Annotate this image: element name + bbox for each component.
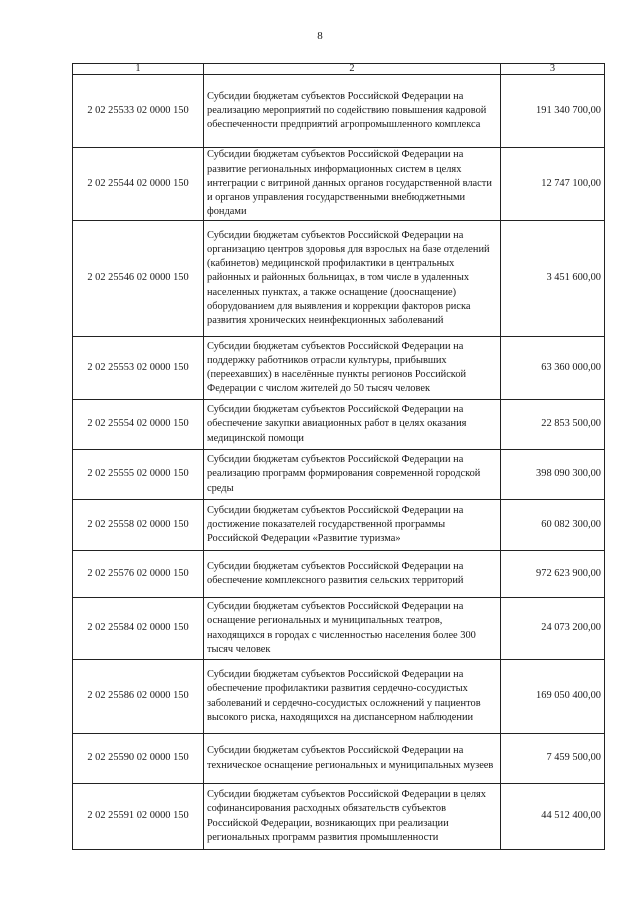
table-row <box>73 75 605 148</box>
subsidy-amount: 169 050 400,00 <box>501 660 605 734</box>
subsidy-description: Субсидии бюджетам субъектов Российской Федерации на реализацию программ формирования современной городской среды <box>204 450 501 500</box>
budget-code: 2 02 25553 02 0000 150 <box>73 337 204 400</box>
table-row <box>73 784 605 850</box>
table-row <box>73 500 605 551</box>
table-header-row <box>73 64 605 75</box>
subsidy-amount: 398 090 300,00 <box>501 450 605 500</box>
subsidy-amount: 60 082 300,00 <box>501 500 605 551</box>
subsidy-description: Субсидии бюджетам субъектов Российской Федерации на обеспечение комплексного развития сельских территорий <box>204 551 501 598</box>
subsidy-description: Субсидии бюджетам субъектов Российской Федерации на поддержку работников отрасли культуры, прибывших (переехавших) в населённые пункты регионов Российской Федерации с числом жителей до 50 тысяч человек <box>204 337 501 400</box>
budget-code: 2 02 25576 02 0000 150 <box>73 551 204 598</box>
budget-code: 2 02 25584 02 0000 150 <box>73 598 204 660</box>
subsidy-description: Субсидии бюджетам субъектов Российской Федерации на достижение показателей государственной программы Российской Федерации «Развитие туризма» <box>204 500 501 551</box>
subsidy-amount: 3 451 600,00 <box>501 221 605 337</box>
budget-code: 2 02 25533 02 0000 150 <box>73 75 204 148</box>
table-row <box>73 734 605 784</box>
subsidy-amount: 63 360 000,00 <box>501 337 605 400</box>
subsidy-description: Субсидии бюджетам субъектов Российской Федерации на оснащение региональных и муниципальных театров, находящихся в городах с численностью населения более 300 тысяч человек <box>204 598 501 660</box>
subsidy-description: Субсидии бюджетам субъектов Российской Федерации в целях софинансирования расходных обязательств субъектов Российской Федерации, возникающих при реализации региональных программ развития промышленности <box>204 784 501 850</box>
subsidy-description: Субсидии бюджетам субъектов Российской Федерации на развитие региональных информационных систем в целях интеграции с витриной данных органов государственной власти и органов управления государственными внебюджетными фондами <box>204 148 501 221</box>
budget-code: 2 02 25555 02 0000 150 <box>73 450 204 500</box>
budget-table <box>72 63 605 850</box>
table-row <box>73 598 605 660</box>
page-number: 8 <box>317 30 323 42</box>
column-header-code: 1 <box>73 64 204 75</box>
subsidy-amount: 22 853 500,00 <box>501 400 605 450</box>
subsidy-amount: 191 340 700,00 <box>501 75 605 148</box>
subsidy-amount: 12 747 100,00 <box>501 148 605 221</box>
subsidy-amount: 44 512 400,00 <box>501 784 605 850</box>
budget-code: 2 02 25590 02 0000 150 <box>73 734 204 784</box>
budget-code: 2 02 25586 02 0000 150 <box>73 660 204 734</box>
table-row <box>73 660 605 734</box>
subsidy-description: Субсидии бюджетам субъектов Российской Федерации на реализацию мероприятий по содействию повышения кадровой обеспеченности предприятий агропромышленного комплекса <box>204 75 501 148</box>
budget-code: 2 02 25558 02 0000 150 <box>73 500 204 551</box>
subsidy-amount: 972 623 900,00 <box>501 551 605 598</box>
table-row <box>73 450 605 500</box>
subsidy-amount: 24 073 200,00 <box>501 598 605 660</box>
subsidy-description: Субсидии бюджетам субъектов Российской Федерации на техническое оснащение региональных и муниципальных музеев <box>204 734 501 784</box>
column-header-amount: 3 <box>501 64 605 75</box>
table-row <box>73 148 605 221</box>
subsidy-description: Субсидии бюджетам субъектов Российской Федерации на обеспечение закупки авиационных работ в целях оказания медицинской помощи <box>204 400 501 450</box>
table-row <box>73 337 605 400</box>
budget-code: 2 02 25544 02 0000 150 <box>73 148 204 221</box>
subsidy-amount: 7 459 500,00 <box>501 734 605 784</box>
column-header-description: 2 <box>204 64 501 75</box>
subsidy-description: Субсидии бюджетам субъектов Российской Федерации на обеспечение профилактики развития сердечно-сосудистых заболеваний и сердечно-сосудистых осложнений у пациентов высокого риска, находящихся на диспансерном наблюдении <box>204 660 501 734</box>
table-row <box>73 551 605 598</box>
table-row <box>73 400 605 450</box>
budget-code: 2 02 25546 02 0000 150 <box>73 221 204 337</box>
subsidy-description: Субсидии бюджетам субъектов Российской Федерации на организацию центров здоровья для взрослых на базе отделений (кабинетов) медицинской профилактики в центральных районных и районных больницах, в том числе в удаленных населенных пунктах, а также оснащение (дооснащение) оборудованием для выявления и коррекции факторов риска развития хронических неинфекционных заболеваний <box>204 221 501 337</box>
budget-code: 2 02 25591 02 0000 150 <box>73 784 204 850</box>
budget-code: 2 02 25554 02 0000 150 <box>73 400 204 450</box>
table-row <box>73 221 605 337</box>
